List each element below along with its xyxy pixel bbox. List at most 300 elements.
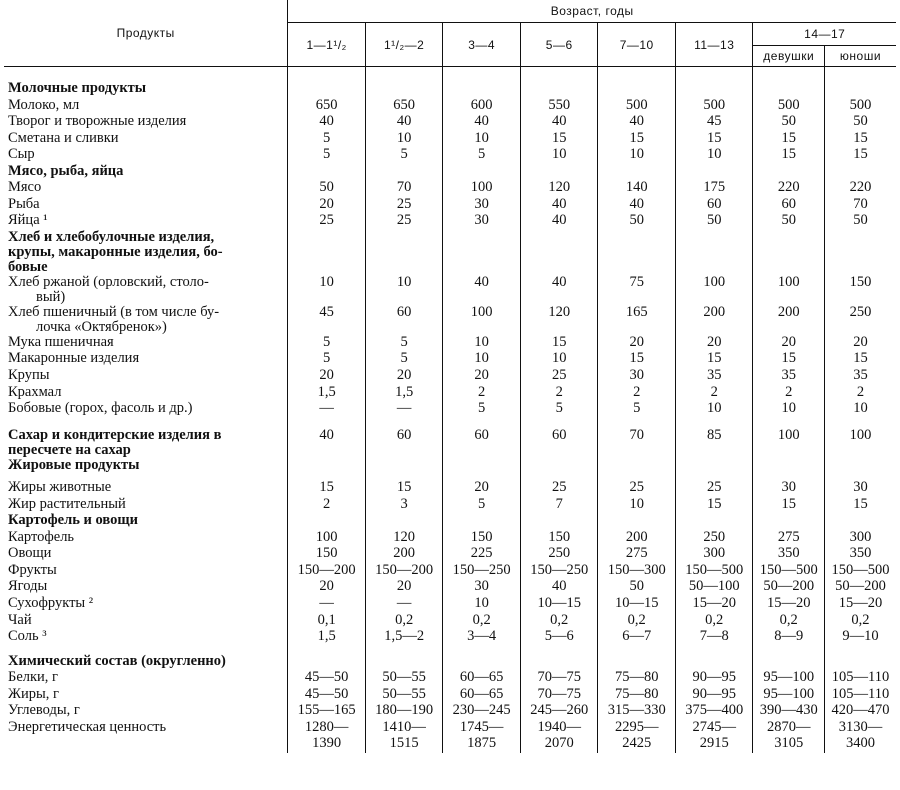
- value-cell: 15: [675, 351, 753, 368]
- value-cell: 45: [675, 114, 753, 131]
- section-row: [4, 164, 896, 181]
- value-cell: 10: [753, 401, 824, 418]
- value-cell: 100: [443, 180, 521, 197]
- value-cell: 50: [753, 114, 824, 131]
- value-cell: 30: [443, 579, 521, 596]
- value-cell: 2: [824, 385, 896, 402]
- product-name: Творог и творожные изделия: [8, 113, 187, 130]
- value-cell: 15: [824, 351, 896, 368]
- value-cell: 15: [288, 480, 366, 497]
- value-cell: 50—200: [753, 579, 824, 596]
- value-cell: 15: [520, 335, 598, 352]
- value-cell: [443, 654, 521, 671]
- value-cell: [520, 81, 598, 98]
- product-name: Фрукты: [8, 561, 57, 578]
- value-cell: [824, 513, 896, 530]
- value-cell: —: [365, 401, 443, 418]
- value-cell: 10: [824, 401, 896, 418]
- table-row: [4, 385, 896, 402]
- value-cell: 10: [288, 275, 366, 305]
- table-row: [4, 670, 896, 687]
- value-cell: 40: [520, 579, 598, 596]
- value-cell: [598, 458, 676, 475]
- age-col-header: 1¹/₂—2: [365, 23, 443, 67]
- value-cell: 225: [443, 546, 521, 563]
- age-col-header: 3—4: [443, 23, 521, 67]
- value-cell: 10—15: [520, 596, 598, 613]
- value-cell: 245—260: [520, 703, 598, 720]
- value-cell: 500: [598, 98, 676, 115]
- value-cell: 6—7: [598, 629, 676, 646]
- value-cell: 180—190: [365, 703, 443, 720]
- age-col-header: 1—1¹/₂: [288, 23, 366, 67]
- product-name: Яйца ¹: [8, 212, 48, 229]
- value-cell: [675, 654, 753, 671]
- product-name: Углеводы, г: [8, 702, 80, 719]
- table-row: [4, 736, 896, 753]
- value-cell: 30: [824, 480, 896, 497]
- table-row: [4, 180, 896, 197]
- value-cell: 90—95: [675, 687, 753, 704]
- product-name: Энергетическая ценность: [8, 718, 167, 735]
- value-cell: 60: [675, 197, 753, 214]
- value-cell: 60: [365, 305, 443, 335]
- table-row: [4, 687, 896, 704]
- value-cell: [598, 654, 676, 671]
- value-cell: [520, 654, 598, 671]
- value-cell: 10: [675, 401, 753, 418]
- section-row: [4, 428, 896, 458]
- value-cell: 2295—: [598, 720, 676, 737]
- value-cell: 40: [365, 114, 443, 131]
- table-body: [4, 67, 896, 753]
- value-cell: 0,2: [675, 613, 753, 630]
- value-cell: 50: [824, 213, 896, 230]
- value-cell: 200: [753, 305, 824, 335]
- value-cell: 1,5: [288, 385, 366, 402]
- value-cell: 220: [753, 180, 824, 197]
- value-cell: [288, 458, 366, 475]
- value-cell: 5: [520, 401, 598, 418]
- value-cell: 25: [675, 480, 753, 497]
- value-cell: 230—245: [443, 703, 521, 720]
- value-cell: 50—200: [824, 579, 896, 596]
- value-cell: 2: [288, 497, 366, 514]
- value-cell: [675, 81, 753, 98]
- value-cell: 45—50: [288, 670, 366, 687]
- value-cell: 150—500: [753, 563, 824, 580]
- value-cell: 20: [753, 335, 824, 352]
- value-cell: 70—75: [520, 670, 598, 687]
- value-cell: 15: [824, 131, 896, 148]
- value-cell: 40: [598, 114, 676, 131]
- value-cell: 30: [443, 213, 521, 230]
- section-title: Картофель и овощи: [8, 512, 138, 529]
- table-row: [4, 613, 896, 630]
- value-cell: 40: [520, 114, 598, 131]
- table-row: [4, 197, 896, 214]
- value-cell: [520, 513, 598, 530]
- value-cell: 20: [288, 579, 366, 596]
- value-cell: 0,2: [365, 613, 443, 630]
- table-row: [4, 480, 896, 497]
- value-cell: 0,2: [753, 613, 824, 630]
- value-cell: 150: [443, 530, 521, 547]
- value-cell: 2: [598, 385, 676, 402]
- value-cell: 150—500: [824, 563, 896, 580]
- table-row: [4, 335, 896, 352]
- value-cell: 2: [753, 385, 824, 402]
- product-name: Белки, г: [8, 669, 58, 686]
- value-cell: 15: [753, 131, 824, 148]
- value-cell: 150—500: [675, 563, 753, 580]
- product-name: Сыр: [8, 146, 35, 163]
- value-cell: [365, 81, 443, 98]
- value-cell: [365, 230, 443, 275]
- value-cell: 220: [824, 180, 896, 197]
- table-row: [4, 213, 896, 230]
- boys-header: юноши: [824, 46, 896, 67]
- table-row: [4, 497, 896, 514]
- value-cell: 120: [520, 180, 598, 197]
- value-cell: 95—100: [753, 687, 824, 704]
- value-cell: 150—200: [365, 563, 443, 580]
- value-cell: 150: [520, 530, 598, 547]
- value-cell: 0,2: [443, 613, 521, 630]
- value-cell: 300: [675, 546, 753, 563]
- value-cell: 2: [443, 385, 521, 402]
- value-cell: 100: [753, 428, 824, 458]
- value-cell: 75—80: [598, 687, 676, 704]
- table-row: [4, 305, 896, 335]
- teen-age-header: 14—17: [753, 23, 896, 46]
- value-cell: 390—430: [753, 703, 824, 720]
- value-cell: 3—4: [443, 629, 521, 646]
- table-row: [4, 131, 896, 148]
- value-cell: 1,5—2: [365, 629, 443, 646]
- value-cell: 75—80: [598, 670, 676, 687]
- value-cell: 25: [598, 480, 676, 497]
- value-cell: [753, 458, 824, 475]
- nutrition-norms-table: [4, 0, 896, 753]
- products-header: Продукты: [4, 0, 288, 67]
- age-col-header: 5—6: [520, 23, 598, 67]
- product-name: Мука пшеничная: [8, 333, 114, 350]
- value-cell: 15: [824, 497, 896, 514]
- value-cell: 60—65: [443, 670, 521, 687]
- value-cell: 60: [753, 197, 824, 214]
- value-cell: [824, 164, 896, 181]
- value-cell: 150: [288, 546, 366, 563]
- value-cell: [443, 513, 521, 530]
- value-cell: 60: [443, 428, 521, 458]
- value-cell: [675, 164, 753, 181]
- table-row: [4, 368, 896, 385]
- value-cell: 5: [288, 335, 366, 352]
- value-cell: 7—8: [675, 629, 753, 646]
- table-row: [4, 596, 896, 613]
- value-cell: [598, 164, 676, 181]
- value-cell: 100: [675, 275, 753, 305]
- product-name: Макаронные изделия: [8, 350, 140, 367]
- value-cell: [824, 81, 896, 98]
- section-title: Химический состав (округленно): [8, 652, 226, 669]
- value-cell: 25: [365, 197, 443, 214]
- value-cell: 20: [824, 335, 896, 352]
- product-name: Рыба: [8, 195, 40, 212]
- value-cell: 10: [365, 131, 443, 148]
- product-name-line: Хлеб пшеничный (в том числе бу-: [8, 303, 220, 320]
- value-cell: 40: [288, 428, 366, 458]
- value-cell: 10: [443, 131, 521, 148]
- value-cell: [365, 164, 443, 181]
- value-cell: 100: [443, 305, 521, 335]
- value-cell: 20: [365, 579, 443, 596]
- value-cell: 2425: [598, 736, 676, 753]
- value-cell: 50: [753, 213, 824, 230]
- value-cell: 300: [824, 530, 896, 547]
- value-cell: 40: [520, 197, 598, 214]
- spacer-row: [4, 67, 896, 82]
- value-cell: 1745—: [443, 720, 521, 737]
- value-cell: 250: [675, 530, 753, 547]
- value-cell: [520, 164, 598, 181]
- value-cell: 5: [365, 335, 443, 352]
- value-cell: 1410—: [365, 720, 443, 737]
- table-row: [4, 351, 896, 368]
- value-cell: 0,1: [288, 613, 366, 630]
- value-cell: 70: [824, 197, 896, 214]
- value-cell: —: [288, 401, 366, 418]
- value-cell: 200: [365, 546, 443, 563]
- value-cell: 15: [675, 131, 753, 148]
- value-cell: [824, 458, 896, 475]
- section-row: [4, 81, 896, 98]
- value-cell: 3105: [753, 736, 824, 753]
- value-cell: 40: [520, 213, 598, 230]
- value-cell: 30: [598, 368, 676, 385]
- value-cell: 275: [598, 546, 676, 563]
- value-cell: 2915: [675, 736, 753, 753]
- value-cell: 10: [443, 335, 521, 352]
- value-cell: 5: [288, 147, 366, 164]
- value-cell: 500: [675, 98, 753, 115]
- value-cell: [753, 654, 824, 671]
- value-cell: [753, 513, 824, 530]
- product-name: Жиры, г: [8, 685, 59, 702]
- value-cell: 9—10: [824, 629, 896, 646]
- value-cell: 140: [598, 180, 676, 197]
- value-cell: 10: [520, 351, 598, 368]
- product-name: Мясо: [8, 179, 42, 196]
- product-name: Сметана и сливки: [8, 129, 119, 146]
- product-name: [4, 305, 288, 335]
- value-cell: 20: [443, 480, 521, 497]
- value-cell: [598, 513, 676, 530]
- section-row: [4, 654, 896, 671]
- value-cell: [675, 230, 753, 275]
- value-cell: [520, 458, 598, 475]
- table-row: [4, 275, 896, 305]
- value-cell: 315—330: [598, 703, 676, 720]
- value-cell: 5: [443, 401, 521, 418]
- value-cell: 8—9: [753, 629, 824, 646]
- value-cell: 30: [443, 197, 521, 214]
- value-cell: 50: [598, 579, 676, 596]
- value-cell: 15: [675, 497, 753, 514]
- value-cell: [824, 230, 896, 275]
- value-cell: [520, 230, 598, 275]
- value-cell: 60—65: [443, 687, 521, 704]
- value-cell: 2: [520, 385, 598, 402]
- value-cell: 90—95: [675, 670, 753, 687]
- value-cell: 500: [753, 98, 824, 115]
- value-cell: 5: [288, 351, 366, 368]
- table-row: [4, 401, 896, 418]
- value-cell: 15—20: [675, 596, 753, 613]
- value-cell: 35: [824, 368, 896, 385]
- value-cell: [443, 458, 521, 475]
- value-cell: [443, 164, 521, 181]
- product-name-line: бовые: [8, 258, 48, 275]
- value-cell: [288, 654, 366, 671]
- value-cell: 120: [365, 530, 443, 547]
- value-cell: 15: [520, 131, 598, 148]
- value-cell: 15: [753, 351, 824, 368]
- value-cell: [675, 513, 753, 530]
- value-cell: [753, 230, 824, 275]
- value-cell: 5: [598, 401, 676, 418]
- value-cell: 100: [288, 530, 366, 547]
- value-cell: 2: [675, 385, 753, 402]
- value-cell: 10: [598, 147, 676, 164]
- value-cell: 70: [598, 428, 676, 458]
- product-name: Крупы: [8, 367, 50, 384]
- value-cell: 165: [598, 305, 676, 335]
- value-cell: 350: [753, 546, 824, 563]
- value-cell: [288, 230, 366, 275]
- value-cell: [288, 81, 366, 98]
- value-cell: [824, 654, 896, 671]
- age-col-header: 7—10: [598, 23, 676, 67]
- value-cell: 50: [675, 213, 753, 230]
- value-cell: 3130—: [824, 720, 896, 737]
- value-cell: 30: [753, 480, 824, 497]
- value-cell: 75: [598, 275, 676, 305]
- value-cell: —: [365, 596, 443, 613]
- value-cell: [598, 81, 676, 98]
- value-cell: 155—165: [288, 703, 366, 720]
- value-cell: [288, 513, 366, 530]
- product-name: Овощи: [8, 545, 52, 562]
- value-cell: 1515: [365, 736, 443, 753]
- value-cell: 250: [824, 305, 896, 335]
- value-cell: 105—110: [824, 687, 896, 704]
- value-cell: —: [288, 596, 366, 613]
- value-cell: 5—6: [520, 629, 598, 646]
- table-row: [4, 629, 896, 646]
- value-cell: 15: [753, 497, 824, 514]
- value-cell: 7: [520, 497, 598, 514]
- value-cell: 10: [443, 351, 521, 368]
- value-cell: 15: [753, 147, 824, 164]
- value-cell: 0,2: [520, 613, 598, 630]
- table-row: [4, 579, 896, 596]
- value-cell: 1,5: [288, 629, 366, 646]
- value-cell: 70: [365, 180, 443, 197]
- value-cell: 95—100: [753, 670, 824, 687]
- value-cell: 3: [365, 497, 443, 514]
- value-cell: 650: [288, 98, 366, 115]
- value-cell: 150—250: [520, 563, 598, 580]
- value-cell: 10: [520, 147, 598, 164]
- value-cell: 50: [288, 180, 366, 197]
- value-cell: 150—300: [598, 563, 676, 580]
- value-cell: 5: [365, 147, 443, 164]
- value-cell: 25: [288, 213, 366, 230]
- value-cell: 25: [365, 213, 443, 230]
- age-col-header: 11—13: [675, 23, 753, 67]
- section-title: Жировые продукты: [8, 456, 140, 473]
- value-cell: 375—400: [675, 703, 753, 720]
- value-cell: 70—75: [520, 687, 598, 704]
- value-cell: 15: [598, 351, 676, 368]
- value-cell: 25: [520, 480, 598, 497]
- value-cell: 10: [598, 497, 676, 514]
- value-cell: 15: [365, 480, 443, 497]
- table-row: [4, 98, 896, 115]
- section-row: [4, 513, 896, 530]
- value-cell: 350: [824, 546, 896, 563]
- value-cell: [675, 458, 753, 475]
- product-name-line: лочка «Октябренок»): [36, 318, 167, 335]
- value-cell: 3400: [824, 736, 896, 753]
- table-row: [4, 703, 896, 720]
- value-cell: 600: [443, 98, 521, 115]
- value-cell: 20: [288, 368, 366, 385]
- product-name: Чай: [8, 611, 32, 628]
- value-cell: 15—20: [824, 596, 896, 613]
- table-row: [4, 546, 896, 563]
- value-cell: 2070: [520, 736, 598, 753]
- value-cell: 85: [675, 428, 753, 458]
- value-cell: 20: [443, 368, 521, 385]
- value-cell: 0,2: [598, 613, 676, 630]
- table-row: [4, 147, 896, 164]
- value-cell: 1940—: [520, 720, 598, 737]
- table-row: [4, 720, 896, 737]
- value-cell: 10: [443, 596, 521, 613]
- value-cell: 10: [365, 275, 443, 305]
- product-name: [4, 736, 288, 753]
- table-row: [4, 114, 896, 131]
- value-cell: 200: [675, 305, 753, 335]
- value-cell: 500: [824, 98, 896, 115]
- value-cell: 20: [675, 335, 753, 352]
- table-row: [4, 563, 896, 580]
- value-cell: 15: [598, 131, 676, 148]
- value-cell: 150: [824, 275, 896, 305]
- value-cell: 40: [288, 114, 366, 131]
- value-cell: 50—55: [365, 670, 443, 687]
- value-cell: [365, 513, 443, 530]
- value-cell: 40: [443, 114, 521, 131]
- value-cell: 40: [598, 197, 676, 214]
- product-name-line: Сахар и кондитерские изделия в: [8, 426, 222, 443]
- value-cell: [443, 81, 521, 98]
- section-title: Молочные продукты: [8, 80, 147, 96]
- value-cell: 150—200: [288, 563, 366, 580]
